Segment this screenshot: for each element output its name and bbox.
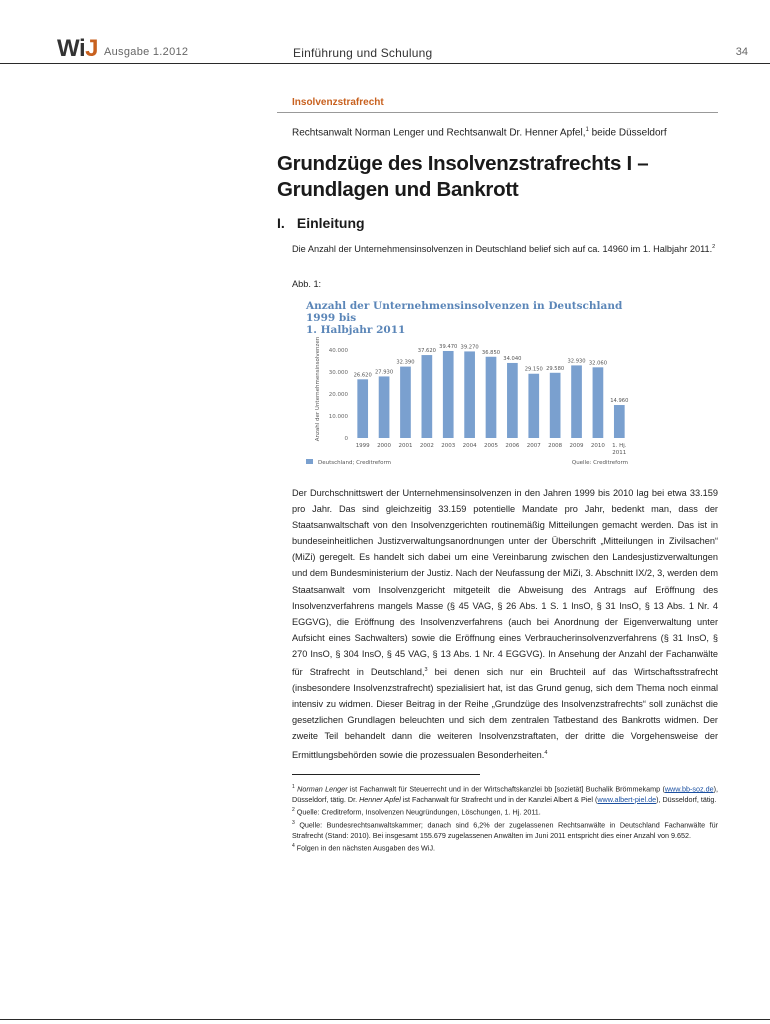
legend-text: Deutschland; Creditreform [318,460,392,466]
x-tick-label: 2010 [590,443,605,449]
insolvency-bar-chart [300,297,640,472]
body-text: Der Durchschnittswert der Unternehmensinsolvenzen in den Jahren 1999 bis 2010 lag bei etwa 33.159 pro Jahr. Das sind gleichzeitig 33.159 potentielle Mandate pro Jahr, bedenkt man, dass der Staatsanwaltschaft von den Insolvenzgerichten routinemäßig Mitteilungen gemacht werden. Das ist in bundeseinheitlichen Justizverwaltungsanordnungen unter der Überschrift „Mitteilungen in Zivilsachen“ (MiZi) geregelt. Es handelt sich dabei um eine Vereinbarung zwischen den Landesjustizverwaltungen und dem Bundesministerium der Justiz. Nach der Neufassung der MiZi, 3. Abschnitt IX/2, 3, werden dem Staatsanwalt vom Insolvenzgericht mitgeteilt die Abweisung des Antrags auf Eröffnung des Insolvenzverfahrens mangels Masse (§ 45 VAG, § 26 Abs. 1 S. 1 InsO, § 31 InsO, § 13 Abs. 1 Nr. 4 EGGVG), die Eröffnung des Insolvenzverfahrens (auch bei Anordnung der Eigenverwaltung unter Aufsicht eines Sachwalters) sowie die Eröffnung eines Verbraucherinsolvenzverfahrens (§ 31 InsO, § 270 InsO, § 304 InsO, § 45 VAG, § 13 Abs. 1 Nr. 4 EGGVG). In Ansehung der Anzahl der Fachanwälte für Strafrecht in Deutschland,$^3$ bei denen sich nur ein Bruchteil auf das Wirtschaftsstrafrecht (insbesondere Insolvenzstrafrecht) spezialisiert hat, ist das Grund genug, sich dem Thema noch einmal intensiv zu widmen. Dieser Beitrag in der Reihe „Grundzüge des Insolvenzstrafrechts“ soll zunächst die gesetzlichen Grundlagen beleuchten und sich dem zentralen Tatbestand des Bankrotts widmen. Der zweite Teil behandelt dann die weiteren Insolvenzstraftaten, der dritte die Vorgehensweise der Ermittlungsbehörden sowie die prozessualen Besonderheiten.$^4$ [292,488,718,760]
data-label: 39.270 [460,344,479,351]
data-label: 39.470 [439,343,458,350]
data-label: 14.960 [610,398,629,405]
data-label: 36.850 [481,349,501,356]
bar-2010 [593,367,604,438]
figure-label: Abb. 1: [292,279,322,289]
x-tick-label: 2006 [505,443,520,449]
x-tick-label: 2009 [569,443,584,449]
bar-1999 [357,379,368,438]
x-tick-label: 2008 [548,443,563,449]
x-tick-label: 1. Hj. [612,443,627,449]
section-title: Einführung und Schulung [293,46,433,60]
article-rubric: Insolvenzstrafrecht [292,97,384,108]
section-heading: I. Einleitung [277,215,365,231]
rubric-rule [277,112,718,113]
data-label: 27.930 [374,369,394,376]
chart-title: Anzahl der Unternehmensinsolvenzen in Deutschland 1999 bis 1. Halbjahr 2011 [306,300,623,336]
y-tick-label: 0 [344,436,348,442]
bar-2004 [464,351,475,438]
footnote-ref-4: 4 [544,749,548,756]
y-tick-label: 40.000 [328,347,348,354]
bar-2005 [486,357,497,438]
footnote-4: $^4$ Folgen in den nächsten Ausgaben des WiJ. [292,843,436,853]
link-bb-soz[interactable]: www.bb-soz.de [664,784,714,794]
bar-2009 [571,365,582,438]
x-tick-label: 2004 [462,443,477,449]
intro-paragraph: Die Anzahl der Unternehmensinsolvenzen in Deutschland belief sich auf ca. 14960 im 1. Halbjahr 2011.$^2$ [292,244,716,255]
y-tick-label: 30.000 [328,369,348,376]
footnote-2: $^2$ Quelle: Creditreform, Insolvenzen Neugründungen, Löschungen, 1. Hj. 2011. [292,807,541,817]
legend-swatch [306,459,313,464]
data-label: 32.930 [567,358,586,365]
link-albert-piel[interactable]: www.albert-piel.de [597,794,657,804]
y-tick-label: 20.000 [328,391,348,398]
page-number: 34 [735,46,748,58]
x-tick-label: 2007 [526,443,541,449]
x-tick-label: 2001 [398,443,413,449]
bar-2003 [443,351,454,438]
footnote-ref-2: 2 [712,244,716,250]
footnote-3: $^3$ Quelle: Bundesrechtsanwaltskammer; danach sind 6,2% der zugelassenen Rechtsanwälte in Deutschland Fachanwälte für Strafrecht (Stand: 2010). Bei insgesamt 155.679 zugelassenen Anwälten im Juni 2011 entspricht dies einer Anzahl von 9.652. [292,820,718,840]
footnotes [292,782,718,854]
data-label: 29.580 [546,365,565,372]
data-label: 29.150 [524,366,543,373]
x-tick-label: 1999 [355,443,370,449]
header-rule [0,63,770,64]
y-axis-label: Anzahl der Unternehmensinsolvenzen [315,336,321,442]
article-title: Grundzüge des Insolvenzstrafrechts I – Grundlagen und Bankrott [277,152,649,201]
y-tick-label: 10.000 [328,413,348,420]
data-label: 37.620 [417,348,436,355]
footnote-ref-1: 1 [585,127,589,133]
data-label: 34.040 [503,355,522,362]
bar-2001 [400,367,411,438]
data-label: 32.390 [396,359,415,366]
chart-source: Quelle: Creditreform [571,460,628,466]
article-authors: Rechtsanwalt Norman Lenger und Rechtsanwalt Dr. Henner Apfel,$^1$ beide Düsseldorf [292,127,667,139]
x-tick-label: 2011 [612,450,627,456]
bar-2008 [550,373,561,438]
x-tick-label: 2000 [377,443,392,449]
x-tick-label: 2002 [419,443,434,449]
bar-2007 [528,374,539,438]
bar-2000 [379,376,390,438]
data-label: 32.060 [588,360,608,367]
wij-logo: WiJ [57,35,98,62]
footnote-rule [292,774,480,775]
footnote-ref-3: 3 [424,667,428,674]
x-tick-label: 2003 [441,443,456,449]
bar-2002 [422,355,433,438]
data-label: 26.620 [353,372,372,379]
footnote-1: $^1$ Norman Lenger ist Fachanwalt für Steuerrecht und in der Wirtschaftskanzlei bb [sozietät] Buchalik Brömmekamp (www.bb-soz.de), Düsseldorf, tätig. Dr. Henner Apfel ist Fachanwalt für Strafrecht und in der Kanzlei Albert & Piel (www.albert-piel.de), Düsseldorf, tätig. [292,784,718,804]
issue-label: Ausgabe 1.2012 [104,46,189,58]
bar-1-Hj-2011 [614,405,625,438]
bar-2006 [507,363,518,438]
x-tick-label: 2005 [484,443,498,449]
footer-rule [0,1019,770,1020]
